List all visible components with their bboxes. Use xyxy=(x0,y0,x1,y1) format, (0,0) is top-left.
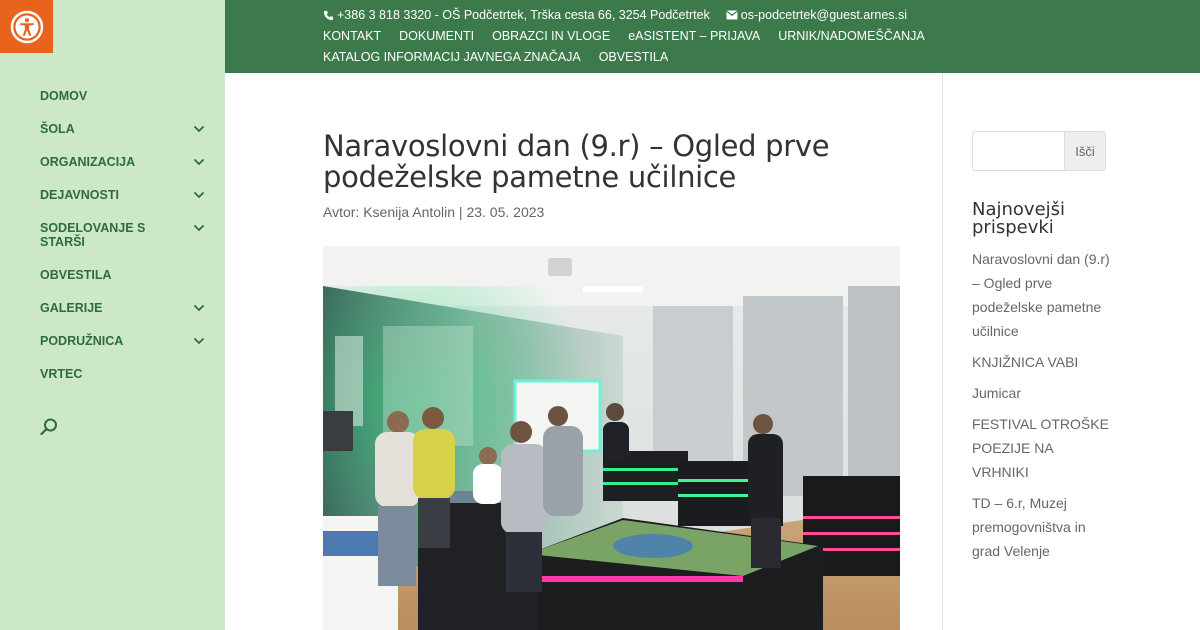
search-button[interactable]: Išči xyxy=(1064,131,1106,171)
top-nav-link[interactable]: DOKUMENTI xyxy=(399,29,475,43)
recent-posts-list xyxy=(972,247,1112,570)
sidebar-item-label: GALERIJE xyxy=(40,301,103,315)
sidebar-item-label: ORGANIZACIJA xyxy=(40,155,136,169)
chevron-down-icon[interactable] xyxy=(193,221,205,235)
top-nav-link[interactable]: eASISTENT – PRIJAVA xyxy=(628,29,761,43)
chevron-down-icon[interactable] xyxy=(193,188,205,202)
chevron-down-icon[interactable] xyxy=(193,122,205,136)
page-title: Naravoslovni dan (9.r) – Ogled prve podeželske pametne učilnice xyxy=(323,129,830,194)
search-icon[interactable] xyxy=(38,416,60,438)
sidebar-item[interactable] xyxy=(40,301,205,315)
post-meta: Avtor: Ksenija Antolin | 23. 05. 2023 xyxy=(323,204,545,220)
chevron-down-icon[interactable] xyxy=(193,334,205,348)
sidebar-item[interactable] xyxy=(40,155,205,169)
recent-posts-title: Najnovejši prispevki xyxy=(972,199,1066,238)
top-nav-link[interactable]: OBRAZCI IN VLOGE xyxy=(492,29,611,43)
sidebar-item-label: DOMOV xyxy=(40,89,88,103)
top-nav-link[interactable]: KATALOG INFORMACIJ JAVNEGA ZNAČAJA xyxy=(323,50,581,64)
article-area xyxy=(225,73,942,630)
sidebar-item[interactable] xyxy=(40,334,205,348)
sidebar-item[interactable] xyxy=(40,268,205,282)
phone-icon xyxy=(323,10,334,21)
sidebar-item[interactable] xyxy=(40,367,205,381)
sidebar-divider xyxy=(942,73,943,630)
envelope-icon xyxy=(726,10,738,20)
top-nav xyxy=(323,29,963,64)
recent-post-link[interactable]: TD – 6.r, Muzej premogovništva in grad Velenje xyxy=(972,495,1086,559)
sidebar-item-label: SODELOVANJE S STARŠI xyxy=(40,221,146,249)
sidebar-nav xyxy=(40,89,205,400)
search-form xyxy=(972,131,1106,171)
top-nav-link[interactable]: URNIK/NADOMEŠČANJA xyxy=(778,29,925,43)
search-input[interactable] xyxy=(972,131,1064,171)
recent-post-link[interactable]: Naravoslovni dan (9.r) – Ogled prve podeželske pametne učilnice xyxy=(972,251,1110,339)
sidebar-item-label: ŠOLA xyxy=(40,122,75,136)
sidebar-item-label: PODRUŽNICA xyxy=(40,334,124,348)
sidebar-item[interactable] xyxy=(40,188,205,202)
article-photo xyxy=(323,246,900,630)
contact-bar xyxy=(323,8,907,22)
recent-post-link[interactable]: KNJIŽNICA VABI xyxy=(972,354,1079,370)
phone-address-text[interactable]: +386 3 818 3320 - OŠ Podčetrtek, Trška cesta 66, 3254 Podčetrtek xyxy=(337,8,710,22)
top-nav-link[interactable]: OBVESTILA xyxy=(598,50,669,64)
sidebar-item[interactable] xyxy=(40,122,205,136)
sidebar-item-label: VRTEC xyxy=(40,367,83,381)
sidebar-item-label: OBVESTILA xyxy=(40,268,112,282)
email-link[interactable]: os-podcetrtek@guest.arnes.si xyxy=(740,8,908,22)
chevron-down-icon[interactable] xyxy=(193,155,205,169)
top-header xyxy=(225,0,1200,73)
sidebar-item[interactable] xyxy=(40,221,205,249)
sidebar-item-label: DEJAVNOSTI xyxy=(40,188,119,202)
left-sidebar xyxy=(0,0,225,630)
recent-post-link[interactable]: FESTIVAL OTROŠKE POEZIJE NA VRHNIKI xyxy=(972,416,1109,480)
recent-post-link[interactable]: Jumicar xyxy=(972,385,1022,401)
top-nav-link[interactable]: KONTAKT xyxy=(323,29,382,43)
chevron-down-icon[interactable] xyxy=(193,301,205,315)
accessibility-button[interactable] xyxy=(0,0,53,53)
sidebar-item[interactable] xyxy=(40,89,205,103)
accessibility-icon xyxy=(10,10,44,44)
